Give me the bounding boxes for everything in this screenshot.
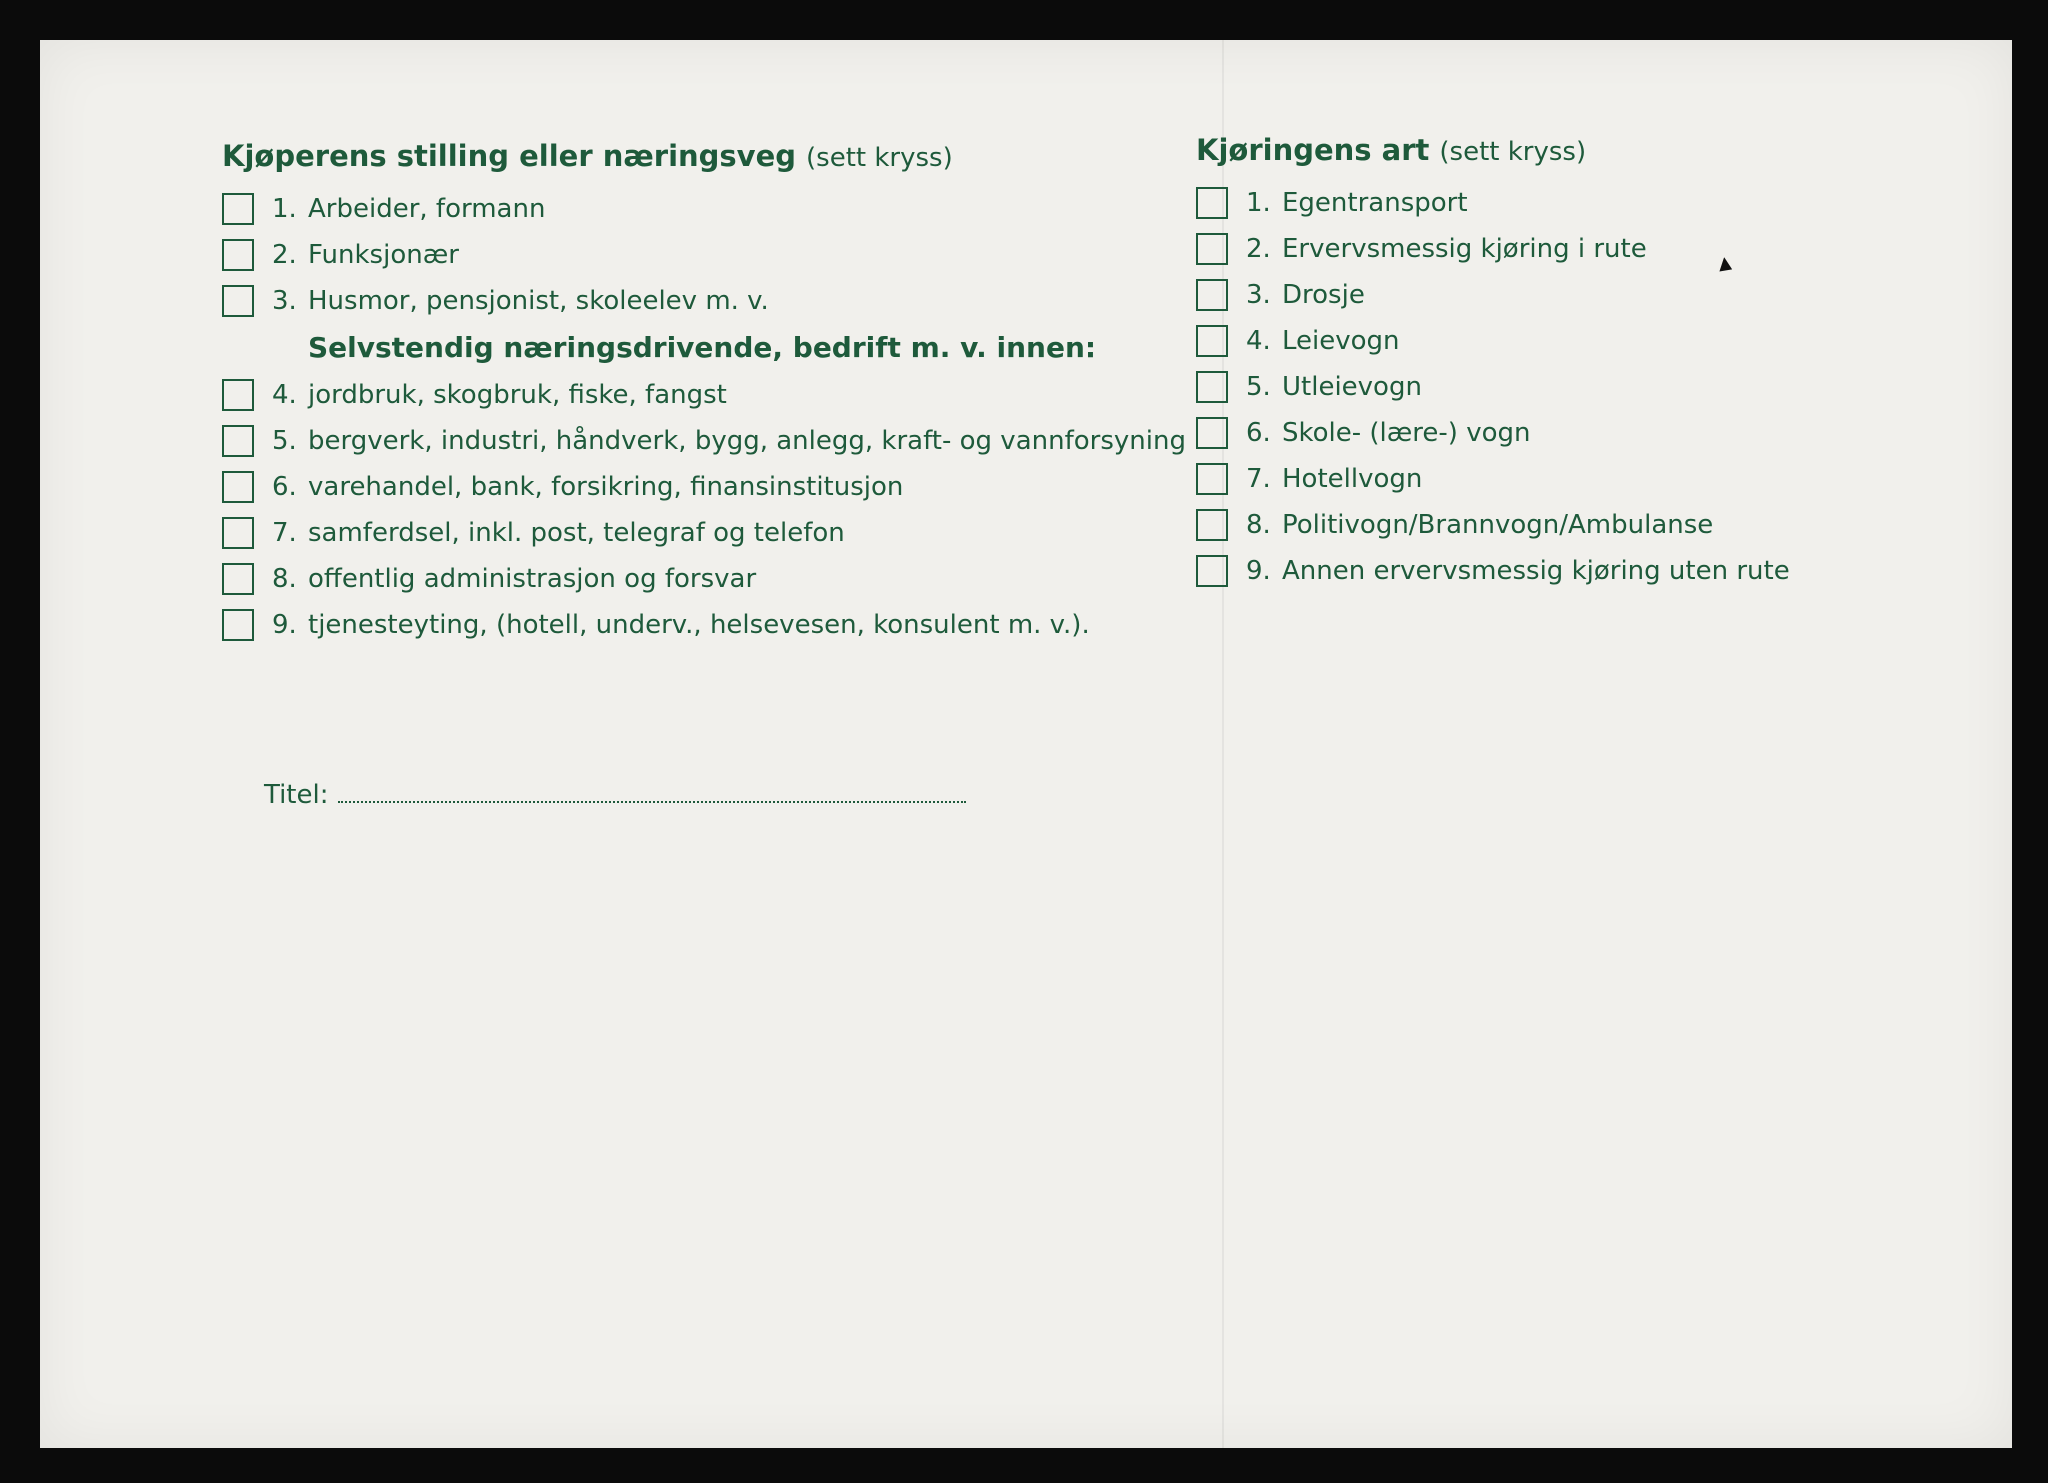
driving-type-heading [1196, 120, 1956, 180]
item-number: 3. [1246, 280, 1271, 310]
item-number: 1. [1246, 188, 1271, 218]
item-label: Leievogn [1282, 326, 1400, 356]
checkbox[interactable] [222, 285, 254, 317]
item-number: 9. [1246, 556, 1271, 586]
checkbox[interactable] [1196, 371, 1228, 403]
item-number: 2. [272, 240, 297, 270]
item-number: 9. [272, 610, 297, 640]
buyer-occupation-title: Kjøperens stilling eller næringsveg [222, 139, 797, 173]
title-input-line[interactable] [338, 783, 966, 803]
item-number: 4. [1246, 326, 1271, 356]
item-number: 6. [272, 472, 297, 502]
item-label: Arbeider, formann [308, 194, 546, 224]
title-field [264, 780, 966, 810]
list-item [1196, 180, 1956, 226]
list-item [222, 278, 1222, 324]
item-number: 5. [272, 426, 297, 456]
self-employed-subheading: Selvstendig næringsdrivende, bedrift m. v. innen: [308, 331, 1097, 364]
checkbox[interactable] [222, 517, 254, 549]
item-number: 8. [1246, 510, 1271, 540]
list-item [1196, 318, 1956, 364]
list-item [1196, 548, 1956, 594]
item-label: varehandel, bank, forsikring, finansinstitusjon [308, 472, 904, 502]
driving-type-list [1196, 180, 1956, 594]
checkbox[interactable] [222, 563, 254, 595]
list-item [222, 556, 1222, 602]
checkbox[interactable] [1196, 555, 1228, 587]
driving-type-title: Kjøringens art [1196, 133, 1430, 167]
item-label: Funksjonær [308, 240, 459, 270]
item-number: 5. [1246, 372, 1271, 402]
list-item [1196, 226, 1956, 272]
checkbox[interactable] [222, 379, 254, 411]
checkbox[interactable] [222, 471, 254, 503]
item-label: tjenesteyting, (hotell, underv., helsevesen, konsulent m. v.). [308, 610, 1090, 640]
list-item [1196, 502, 1956, 548]
list-item [222, 602, 1222, 648]
item-number: 1. [272, 194, 297, 224]
checkbox[interactable] [1196, 509, 1228, 541]
buyer-occupation-note: (sett kryss) [806, 143, 953, 173]
checkbox[interactable] [1196, 233, 1228, 265]
item-label: samferdsel, inkl. post, telegraf og telefon [308, 518, 845, 548]
title-label: Titel: [264, 780, 329, 810]
checkbox[interactable] [1196, 325, 1228, 357]
list-item [1196, 456, 1956, 502]
driving-type-note: (sett kryss) [1439, 137, 1587, 167]
buyer-occupation-heading [222, 126, 1222, 186]
list-item [222, 510, 1222, 556]
item-label: Utleievogn [1282, 372, 1422, 402]
checkbox[interactable] [222, 425, 254, 457]
item-label: bergverk, industri, håndverk, bygg, anlegg, kraft- og vannforsyning [308, 426, 1186, 456]
item-label: Hotellvogn [1282, 464, 1423, 494]
item-label: jordbruk, skogbruk, fiske, fangst [308, 380, 727, 410]
list-item [222, 418, 1222, 464]
checkbox[interactable] [1196, 463, 1228, 495]
list-item [222, 186, 1222, 232]
checkbox[interactable] [1196, 187, 1228, 219]
driving-type-section [1196, 120, 1956, 594]
checkbox[interactable] [222, 239, 254, 271]
list-item [222, 232, 1222, 278]
item-number: 6. [1246, 418, 1271, 448]
checkbox[interactable] [1196, 279, 1228, 311]
list-item [222, 372, 1222, 418]
item-number: 4. [272, 380, 297, 410]
list-item [222, 464, 1222, 510]
checkbox[interactable] [1196, 417, 1228, 449]
item-label: Egentransport [1282, 188, 1468, 218]
item-number: 3. [272, 286, 297, 316]
item-number: 2. [1246, 234, 1271, 264]
item-label: Skole- (lære-) vogn [1282, 418, 1531, 448]
item-label: Drosje [1282, 280, 1365, 310]
list-item [1196, 272, 1956, 318]
item-label: Politivogn/Brannvogn/Ambulanse [1282, 510, 1714, 540]
buyer-occupation-list-a [222, 186, 1222, 324]
item-label: Husmor, pensjonist, skoleelev m. v. [308, 286, 769, 316]
item-number: 8. [272, 564, 297, 594]
checkbox[interactable] [222, 609, 254, 641]
list-item [1196, 364, 1956, 410]
item-label: offentlig administrasjon og forsvar [308, 564, 757, 594]
buyer-occupation-section [222, 126, 1222, 648]
item-number: 7. [272, 518, 297, 548]
item-label: Annen ervervsmessig kjøring uten rute [1282, 556, 1790, 586]
buyer-occupation-list-b [222, 372, 1222, 648]
list-item [1196, 410, 1956, 456]
item-number: 7. [1246, 464, 1271, 494]
item-label: Ervervsmessig kjøring i rute [1282, 234, 1647, 264]
checkbox[interactable] [222, 193, 254, 225]
